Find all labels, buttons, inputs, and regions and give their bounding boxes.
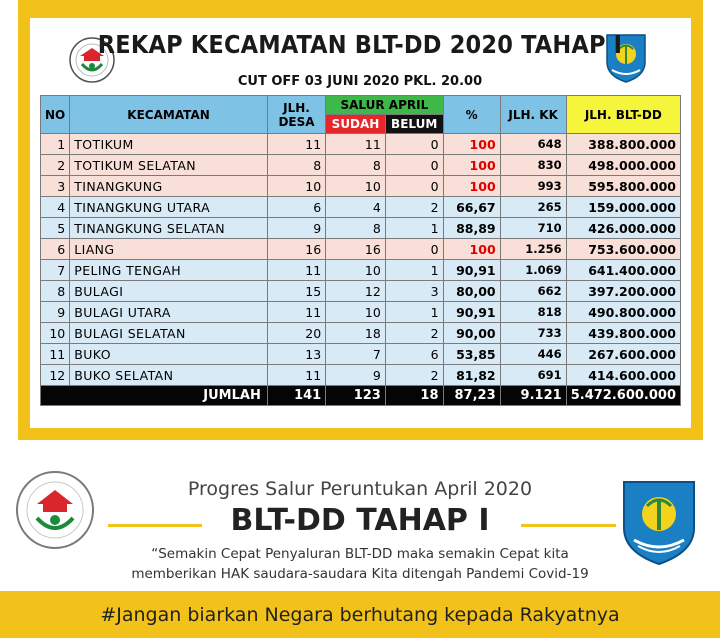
- col-belum: BELUM: [385, 115, 443, 134]
- total-persen: 87,23: [443, 386, 500, 406]
- row-no: 1: [41, 134, 70, 155]
- table-row: [41, 302, 681, 323]
- row-kecamatan: BUKO SELATAN: [70, 365, 268, 386]
- row-kecamatan: TINANGKUNG: [70, 176, 268, 197]
- row-persen: 90,00: [443, 323, 500, 344]
- row-belum: 1: [385, 302, 443, 323]
- col-sudah: SUDAH: [326, 115, 386, 134]
- row-desa: 15: [267, 281, 325, 302]
- row-desa: 20: [267, 323, 325, 344]
- row-desa: 10: [267, 176, 325, 197]
- row-sudah: 9: [326, 365, 386, 386]
- table-row: [41, 365, 681, 386]
- row-kecamatan: TOTIKUM SELATAN: [70, 155, 268, 176]
- row-desa: 16: [267, 239, 325, 260]
- row-persen: 100: [443, 176, 500, 197]
- row-desa: 8: [267, 155, 325, 176]
- table-row: [41, 239, 681, 260]
- row-no: 11: [41, 344, 70, 365]
- row-kk: 1.256: [500, 239, 566, 260]
- col-jlh-desa-line1: JLH.: [283, 100, 310, 115]
- row-sudah: 11: [326, 134, 386, 155]
- col-salur-april: SALUR APRIL: [326, 96, 443, 115]
- table-row: [41, 134, 681, 155]
- row-blt: 595.800.000: [566, 176, 680, 197]
- row-desa: 6: [267, 197, 325, 218]
- col-jlh-kk: JLH. KK: [500, 96, 566, 134]
- row-kk: 818: [500, 302, 566, 323]
- row-no: 5: [41, 218, 70, 239]
- row-desa: 13: [267, 344, 325, 365]
- row-persen: 66,67: [443, 197, 500, 218]
- row-kk: 265: [500, 197, 566, 218]
- row-desa: 11: [267, 134, 325, 155]
- row-desa: 11: [267, 302, 325, 323]
- row-kecamatan: TINANGKUNG SELATAN: [70, 218, 268, 239]
- footer-title: BLT-DD TAHAP I: [230, 503, 490, 538]
- row-no: 12: [41, 365, 70, 386]
- row-sudah: 10: [326, 302, 386, 323]
- table-row: [41, 176, 681, 197]
- row-belum: 2: [385, 365, 443, 386]
- table-row: [41, 218, 681, 239]
- row-sudah: 8: [326, 218, 386, 239]
- row-blt: 490.800.000: [566, 302, 680, 323]
- row-kecamatan: TINANGKUNG UTARA: [70, 197, 268, 218]
- row-kk: 446: [500, 344, 566, 365]
- total-label: JUMLAH: [41, 386, 268, 406]
- row-belum: 6: [385, 344, 443, 365]
- row-persen: 88,89: [443, 218, 500, 239]
- row-persen: 100: [443, 134, 500, 155]
- cutoff-label: CUT OFF 03 JUNI 2020 PKL. 20.00: [237, 74, 483, 89]
- row-desa: 9: [267, 218, 325, 239]
- row-no: 9: [41, 302, 70, 323]
- row-persen: 90,91: [443, 302, 500, 323]
- row-belum: 3: [385, 281, 443, 302]
- table-row: [41, 281, 681, 302]
- col-jlh-desa-line2: DESA: [278, 114, 315, 129]
- row-belum: 0: [385, 176, 443, 197]
- report-title: REKAP KECAMATAN BLT-DD 2020 TAHAP I: [97, 30, 623, 59]
- footer-quote-line2: memberikan HAK saudara-saudara Kita ditengah Pandemi Covid-19: [131, 566, 589, 582]
- row-kk: 662: [500, 281, 566, 302]
- col-persen: %: [443, 96, 500, 134]
- row-blt: 414.600.000: [566, 365, 680, 386]
- rekap-table: [40, 95, 681, 406]
- row-no: 2: [41, 155, 70, 176]
- row-kk: 1.069: [500, 260, 566, 281]
- row-belum: 0: [385, 134, 443, 155]
- row-belum: 1: [385, 260, 443, 281]
- row-sudah: 10: [326, 260, 386, 281]
- total-kk: 9.121: [500, 386, 566, 406]
- row-kecamatan: TOTIKUM: [70, 134, 268, 155]
- row-blt: 397.200.000: [566, 281, 680, 302]
- row-kecamatan: BULAGI SELATAN: [70, 323, 268, 344]
- table-row: [41, 197, 681, 218]
- row-persen: 80,00: [443, 281, 500, 302]
- row-kk: 830: [500, 155, 566, 176]
- row-sudah: 16: [326, 239, 386, 260]
- row-kk: 710: [500, 218, 566, 239]
- row-persen: 100: [443, 155, 500, 176]
- total-belum: 18: [385, 386, 443, 406]
- footer-quote-line1: “Semakin Cepat Penyaluran BLT-DD maka semakin Cepat kita: [151, 546, 569, 562]
- row-desa: 11: [267, 365, 325, 386]
- footer-subtitle: Progres Salur Peruntukan April 2020: [187, 478, 533, 500]
- row-persen: 90,91: [443, 260, 500, 281]
- table-row: [41, 260, 681, 281]
- row-belum: 1: [385, 218, 443, 239]
- row-belum: 2: [385, 197, 443, 218]
- row-persen: 53,85: [443, 344, 500, 365]
- row-kk: 648: [500, 134, 566, 155]
- row-kk: 691: [500, 365, 566, 386]
- row-blt: 426.000.000: [566, 218, 680, 239]
- table-row: [41, 344, 681, 365]
- row-kecamatan: BUKO: [70, 344, 268, 365]
- row-blt: 388.800.000: [566, 134, 680, 155]
- row-blt: 159.000.000: [566, 197, 680, 218]
- total-row: [41, 386, 681, 406]
- row-blt: 267.600.000: [566, 344, 680, 365]
- row-persen: 81,82: [443, 365, 500, 386]
- row-no: 4: [41, 197, 70, 218]
- row-no: 3: [41, 176, 70, 197]
- row-belum: 0: [385, 155, 443, 176]
- table-row: [41, 323, 681, 344]
- row-belum: 0: [385, 239, 443, 260]
- row-kecamatan: BULAGI UTARA: [70, 302, 268, 323]
- total-blt: 5.472.600.000: [566, 386, 680, 406]
- row-belum: 2: [385, 323, 443, 344]
- row-blt: 498.000.000: [566, 155, 680, 176]
- row-sudah: 12: [326, 281, 386, 302]
- row-no: 7: [41, 260, 70, 281]
- hashtag-text: #Jangan biarkan Negara berhutang kepada Rakyatnya: [100, 604, 620, 626]
- row-kk: 993: [500, 176, 566, 197]
- row-blt: 641.400.000: [566, 260, 680, 281]
- row-sudah: 18: [326, 323, 386, 344]
- table-row: [41, 155, 681, 176]
- row-no: 6: [41, 239, 70, 260]
- row-sudah: 7: [326, 344, 386, 365]
- row-sudah: 8: [326, 155, 386, 176]
- col-no: NO: [41, 96, 70, 134]
- row-blt: 753.600.000: [566, 239, 680, 260]
- row-desa: 11: [267, 260, 325, 281]
- col-jlh-desa: [267, 96, 325, 134]
- row-sudah: 10: [326, 176, 386, 197]
- col-jlh-blt: JLH. BLT-DD: [566, 96, 680, 134]
- total-desa: 141: [267, 386, 325, 406]
- row-kecamatan: BULAGI: [70, 281, 268, 302]
- total-sudah: 123: [326, 386, 386, 406]
- col-kecamatan: KECAMATAN: [70, 96, 268, 134]
- row-kk: 733: [500, 323, 566, 344]
- row-no: 10: [41, 323, 70, 344]
- row-blt: 439.800.000: [566, 323, 680, 344]
- row-persen: 100: [443, 239, 500, 260]
- row-no: 8: [41, 281, 70, 302]
- row-kecamatan: LIANG: [70, 239, 268, 260]
- row-sudah: 4: [326, 197, 386, 218]
- row-kecamatan: PELING TENGAH: [70, 260, 268, 281]
